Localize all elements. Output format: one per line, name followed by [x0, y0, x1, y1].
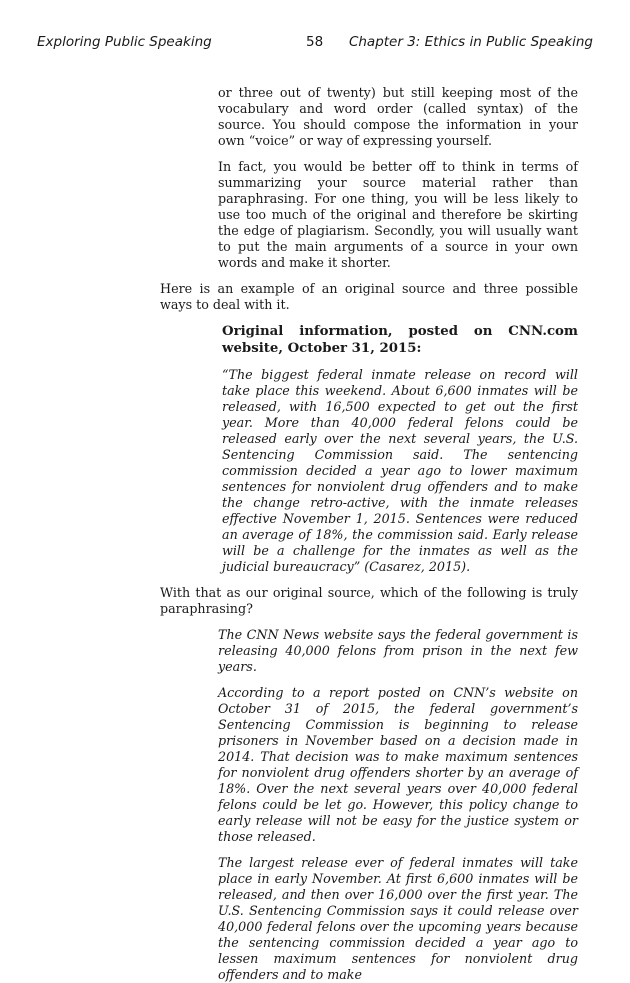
paragraph-question: With that as our original source, which of the following is truly paraphrasing? [160, 585, 578, 616]
original-source-quote: “The biggest federal inmate release on record will take place this weekend. About 6,600 inmates will be released, with 16,500 expected to get out the first year. More than 40,000 federal felons could be released early over the next several years, the U.S. Sentencing Commission said. The sentencing commission decided a year ago to lower maximum sentences for nonviolent drug offenders and to make the change retro-active, with the inmate releases effective November 1, 2015. Sentences were reduced an average of 18%, the commission said. Early release will be a challenge for the inmates as well as the judicial bureaucracy” (Casarez, 2015). [222, 367, 578, 574]
paraphrase-option-1: The CNN News website says the federal government is releasing 40,000 felons from prison in the next few years. [218, 627, 578, 674]
original-source-heading: Original information, posted on CNN.com website, October 31, 2015: [222, 324, 578, 356]
page-number: 58 [306, 34, 324, 50]
paragraph-paraphrase-continued: or three out of twenty) but still keeping most of the vocabulary and word order (called syntax) of the source. You should compose the information in your own “voice” or way of expressing yourself. [218, 85, 578, 148]
paraphrase-option-2: According to a report posted on CNN’s website on October 31 of 2015, the federal government’s Sentencing Commission is beginning to release prisoners in November based on a decision made in 2014. That decision was to make maximum sentences for nonviolent drug offenders shorter by an average of 18%. Over the next several years over 40,000 federal felons could be let go. However, this policy change to early release will not be easy for the justice system or those released. [218, 685, 578, 844]
page-header [0, 34, 630, 56]
paraphrase-option-3: The largest release ever of federal inmates will take place in early November. At first 6,600 inmates will be released, and then over 16,000 over the first year. The U.S. Sentencing Commission says it could release over 40,000 federal felons over the upcoming years because the sentencing commission decided a year ago to lessen maximum sentences for nonviolent drug offenders and to make [218, 855, 578, 982]
book-title: Exploring Public Speaking [37, 34, 212, 50]
paragraph-example-intro: Here is an example of an original source and three possible ways to deal with it. [160, 281, 578, 312]
chapter-title: Chapter 3: Ethics in Public Speaking [348, 34, 593, 50]
page-body [0, 85, 630, 983]
paragraph-summarizing: In fact, you would be better off to think in terms of summarizing your source material rather than paraphrasing. For one thing, you will be less likely to use too much of the original and therefore be skirting the edge of plagiarism. Secondly, you will usually want to put the main arguments of a source in your own words and make it shorter. [218, 159, 578, 270]
